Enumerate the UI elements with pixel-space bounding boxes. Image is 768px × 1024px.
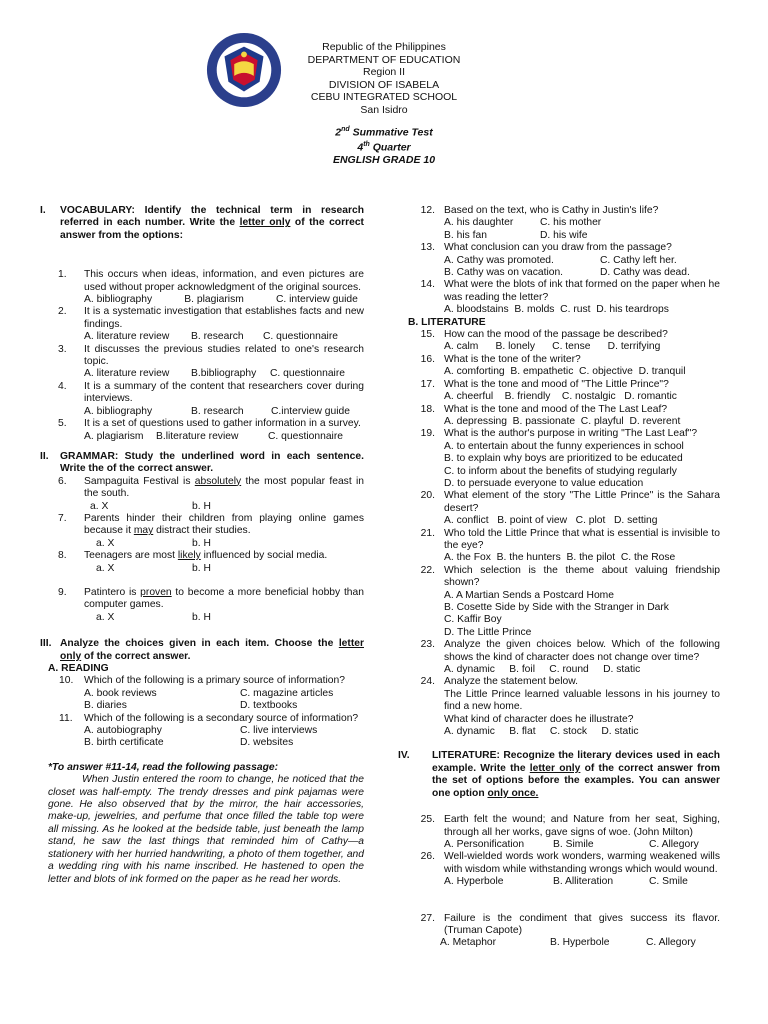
question-text: Which selection is the theme about valuing friendship shown? — [444, 564, 720, 589]
question-number: 21. — [420, 527, 435, 539]
header-line: Region II — [362, 66, 406, 79]
answer-option: B. to explain why boys are prioritized to be educated — [444, 453, 683, 465]
option: a. X — [96, 562, 115, 574]
question-number: 6. — [58, 475, 67, 487]
question-item — [48, 418, 364, 443]
option: C. questionnaire — [263, 331, 338, 343]
question-text: It discusses the previous studies related to one's research topic. — [84, 343, 364, 368]
answer-options — [84, 368, 364, 380]
header-line: DIVISION OF ISABELA — [328, 78, 440, 91]
question-number: 7. — [58, 512, 67, 524]
option: A. book reviews — [84, 687, 157, 699]
question-item — [40, 675, 364, 712]
section-number: II. — [40, 450, 49, 462]
passage-instruction: *To answer #11-14, read the following passage: — [48, 761, 279, 773]
answer-options — [444, 876, 720, 888]
question-text: It is a set of questions used to gather information in a survey. — [84, 418, 361, 430]
option: D. websites — [240, 737, 294, 749]
option: A. plagiarism — [84, 430, 144, 442]
quarter-num: 2 — [335, 126, 342, 139]
vocabulary-items — [40, 269, 364, 443]
section-number: IV. — [398, 750, 410, 762]
option: C. magazine articles — [240, 687, 334, 699]
option: B. birth certificate — [84, 737, 164, 749]
answer-options: A. dynamic B. flat C. stock D. static — [444, 726, 639, 738]
option: b. H — [192, 500, 211, 512]
answer-option: A. to entertain about the funny experiences in school — [444, 440, 684, 452]
answer-options: A. bloodstains B. molds C. rust D. his teardrops — [444, 304, 669, 316]
question-number: 25. — [420, 814, 435, 826]
option: C. Cathy left her. — [600, 254, 677, 266]
subsection-heading: B. LITERATURE — [408, 316, 486, 328]
question-item — [398, 404, 720, 429]
reading-items-cont — [398, 205, 720, 317]
question-text — [84, 476, 364, 501]
question-text: It is a systematic investigation that establishes facts and new findings. — [84, 306, 364, 330]
header-line: DEPARTMENT OF EDUCATION — [307, 53, 461, 66]
question-text: What element of the story "The Little Prince" is the Sahara desert? — [444, 490, 720, 514]
section-heading — [40, 205, 364, 242]
question-text: Failure is the condiment that gives success its flavor. (Truman Capote) — [444, 912, 720, 936]
answer-options: A. the Fox B. the hunters B. the pilot C. the Rose — [444, 552, 676, 564]
reading-passage — [40, 762, 364, 886]
option: B. Alliteration — [553, 876, 614, 888]
answer-options: A. comforting B. empathetic C. objective D. tranquil — [444, 366, 686, 378]
question-number: 3. — [58, 343, 67, 355]
text: distract their studies. — [153, 525, 251, 537]
statement: The Little Prince learned valuable lessons in his journey to find a new home. — [444, 688, 720, 713]
option: C. Allegory — [646, 937, 696, 949]
option: b. H — [192, 611, 211, 623]
question-text: Analyze the given choices below. Which of the following shows the kind of character does not change over time? — [444, 639, 720, 663]
question-item — [48, 381, 364, 418]
section-instruction: GRAMMAR: Study the underlined word in each sentence. Write the of the correct answer. — [60, 450, 364, 475]
question-item — [48, 587, 364, 624]
answer-option: B. Cosette Side by Side with the Stranger in Dark — [444, 602, 669, 613]
question-number: 19. — [420, 428, 435, 440]
option: C. Smile — [649, 876, 688, 888]
answer-options — [84, 737, 364, 749]
literature-items — [398, 329, 720, 738]
header-line: San Isidro — [360, 103, 408, 116]
answer-options — [444, 230, 720, 242]
option: B. diaries — [84, 700, 127, 712]
question-number: 20. — [420, 490, 435, 502]
question-item — [398, 428, 720, 490]
text: influenced by social media. — [200, 550, 328, 562]
option: D. Cathy was dead. — [600, 267, 690, 279]
option: D. his wife — [540, 229, 588, 241]
grammar-items — [40, 476, 364, 624]
question-text: Analyze the statement below. — [444, 676, 578, 688]
question-text: What were the blots of ink that formed on the paper when he was reading the letter? — [444, 279, 720, 303]
answer-options — [84, 406, 364, 418]
question-text: Earth felt the wound; and Nature from her seat, Sighing, through all her works, gave signs of woe. (John Milton) — [444, 814, 720, 838]
test-name: Summative Test — [349, 126, 433, 139]
underlined-text: letter only — [60, 638, 364, 662]
question-text — [84, 550, 364, 562]
literary-devices-items — [398, 814, 720, 950]
question-number: 14. — [420, 279, 435, 291]
question-text — [84, 587, 364, 612]
option: A. literature review — [84, 331, 170, 343]
section-heading — [40, 451, 364, 476]
question-text: What is the author's purpose in writing "The Last Leaf"? — [444, 428, 698, 440]
answer-options — [440, 937, 720, 949]
option: C. questionnaire — [270, 368, 345, 380]
option: B. plagiarism — [184, 294, 244, 306]
instruction-text: VOCABULARY: Identify the technical term in research referred in each number. Write the — [60, 205, 364, 229]
option: B. Simile — [553, 838, 594, 850]
question-item — [398, 639, 720, 676]
text: to become a more beneficial hobby than computer games. — [84, 586, 364, 611]
question-number: 4. — [58, 380, 67, 392]
question-number: 1. — [58, 269, 67, 281]
question-text: Which of the following is a secondary source of information? — [84, 712, 359, 724]
question-item — [398, 565, 720, 639]
option: A. bibliography — [84, 405, 153, 417]
question-item — [398, 913, 720, 950]
answer-options: A. depressing B. passionate C. playful D. reverent — [444, 415, 681, 427]
question-text: Which of the following is a primary source of information? — [84, 675, 345, 687]
question-text — [84, 513, 364, 538]
answer-option: A. A Martian Sends a Postcard Home — [444, 589, 614, 601]
option: C.interview guide — [271, 405, 350, 417]
ordinal-suffix: nd — [341, 126, 350, 133]
section-number: III. — [40, 638, 52, 650]
text: Patintero is — [84, 586, 141, 598]
answer-options — [444, 255, 720, 267]
answer-options — [444, 217, 720, 229]
answer-option: C. Kaffir Boy — [444, 614, 502, 626]
answer-option: D. The Little Prince — [444, 626, 532, 638]
question-item — [48, 306, 364, 343]
question-number: 22. — [420, 564, 435, 576]
answer-options: A. cheerful B. friendly C. nostalgic D. romantic — [444, 391, 677, 403]
question-text: What is the tone of the writer? — [444, 353, 581, 365]
option: A. bibliography — [84, 294, 153, 306]
question-text: Well-wielded words work wonders, warming weakened wills with wisdom while withstanding wrongs which would wound. — [444, 851, 720, 875]
underlined-text: only once. — [487, 787, 539, 799]
option: A. Hyperbole — [444, 876, 504, 888]
question-item — [398, 329, 720, 354]
section-number: I. — [40, 205, 46, 216]
question-text: What conclusion can you draw from the passage? — [444, 242, 672, 254]
instruction-text: of the correct answer from the set of options before the examples. You can answer one option — [432, 762, 720, 799]
question-item — [40, 713, 364, 750]
question-number: 16. — [420, 353, 435, 365]
question-text: What kind of character does he illustrate? — [444, 713, 634, 725]
school-header — [0, 41, 768, 117]
question-item — [48, 550, 364, 575]
question-item — [48, 513, 364, 550]
question-text: What is the tone and mood of the The Last Leaf? — [444, 403, 668, 415]
question-text: It is a summary of the content that researchers cover during interviews. — [84, 380, 364, 405]
question-number: 11. — [59, 712, 73, 724]
section-instruction — [432, 750, 720, 800]
quarter-name: Quarter — [369, 141, 411, 154]
question-number: 5. — [58, 418, 67, 430]
question-text: This occurs when ideas, information, and even pictures are used without proper acknowledgment of the original sources. — [84, 269, 364, 293]
text: the most popular feast in the south. — [84, 475, 364, 500]
question-number: 8. — [58, 550, 67, 562]
reading-items — [40, 675, 364, 749]
question-item — [48, 269, 364, 306]
question-item — [398, 279, 720, 316]
option: C. his mother — [540, 217, 602, 229]
underlined-word: proven — [140, 586, 172, 598]
answer-options — [84, 294, 364, 306]
underlined-word: likely — [177, 550, 201, 562]
option: a. X — [90, 500, 109, 512]
answer-options: A. calm B. lonely C. tense D. terrifying — [444, 341, 661, 353]
answer-options — [84, 431, 364, 443]
answer-options — [444, 839, 720, 851]
option: b. H — [192, 537, 211, 549]
answer-options: A. dynamic B. foil C. round D. static — [444, 664, 641, 676]
answer-options — [84, 538, 364, 550]
question-text: How can the mood of the passage be described? — [444, 329, 668, 341]
question-item — [48, 344, 364, 381]
section-heading — [398, 750, 720, 800]
option: B. research — [191, 405, 244, 417]
question-text: Who told the Little Prince that what is essential is invisible to the eye? — [444, 527, 720, 551]
question-item — [398, 676, 720, 738]
question-text: Based on the text, who is Cathy in Justin's life? — [444, 205, 659, 216]
section-heading — [40, 638, 364, 663]
option: C. questionnaire — [268, 430, 343, 442]
question-text: What is the tone and mood of "The Little Prince"? — [444, 378, 669, 390]
option: B.bibliography — [191, 368, 257, 380]
question-item — [398, 528, 720, 565]
question-item — [398, 205, 720, 242]
text: Parents hinder their children from playing online games because it — [84, 512, 364, 537]
option: C. Allegory — [649, 838, 699, 850]
option: A. Cathy was promoted. — [444, 254, 554, 266]
answer-options — [84, 331, 364, 343]
option: D. textbooks — [240, 700, 298, 712]
option: C. live interviews — [240, 725, 318, 737]
question-item — [398, 354, 720, 379]
subject-grade: ENGLISH GRADE 10 — [332, 154, 436, 166]
option: A. his daughter — [444, 217, 514, 229]
option: A. Metaphor — [440, 937, 497, 949]
question-number: 2. — [58, 306, 67, 318]
underlined-text: letter only — [239, 217, 291, 229]
question-number: 13. — [420, 242, 435, 254]
option: C. interview guide — [275, 294, 358, 306]
question-number: 17. — [420, 378, 435, 390]
question-number: 15. — [420, 329, 435, 341]
answer-options — [84, 700, 364, 712]
answer-options — [84, 725, 364, 737]
option: A. Personification — [444, 838, 525, 850]
ordinal-suffix: th — [363, 141, 370, 148]
instruction-text: of the correct answer from the options: — [60, 217, 364, 241]
quarter-num: 4 — [357, 141, 364, 154]
passage-text: When Justin entered the room to change, he noticed that the closet was half-empty. The trendy dresses and pink pajamas were gone. He also observed that by the mirror, the hair accessories, make-up, jewelries, and perfume that once filled the table top were all missing. As he looked at the bedside table, just beneath the lamp stand, he saw the last things that reminded him of Cathy—a stationery with her hurried handwriting, a photo of them together, and a wedding ring with his name inscribed. He hastened to open the letter and blots of ink formed on the paper as he read her words. — [48, 774, 364, 885]
test-title — [0, 124, 768, 167]
option: B. Hyperbole — [550, 937, 610, 949]
option: B.literature review — [156, 430, 239, 442]
option: b. H — [192, 562, 211, 574]
option: B. research — [191, 331, 244, 343]
option: B. Cathy was on vacation. — [444, 267, 564, 279]
question-item — [398, 814, 720, 851]
text: Teenagers are most — [84, 550, 178, 562]
left-column — [40, 205, 364, 886]
question-number: 10. — [59, 675, 74, 687]
answer-option: D. to persuade everyone to value education — [444, 477, 644, 489]
answer-options — [444, 267, 720, 279]
question-item — [398, 851, 720, 888]
question-number: 9. — [58, 586, 67, 598]
option: A. literature review — [84, 368, 170, 380]
subsection-heading: A. READING — [48, 663, 109, 674]
underlined-text: letter only — [529, 762, 581, 774]
instruction-text: of the correct answer. — [81, 650, 191, 662]
question-number: 26. — [420, 851, 435, 863]
instruction-text: LITERATURE: Recognize the literary devices used in each example. Write the — [432, 750, 720, 774]
answer-options — [84, 688, 364, 700]
right-column — [398, 205, 720, 950]
section-instruction — [60, 638, 364, 663]
answer-options: A. conflict B. point of view C. plot D. setting — [444, 515, 658, 527]
question-number: 12. — [420, 205, 435, 216]
question-item — [48, 476, 364, 513]
question-number: 27. — [420, 912, 435, 924]
question-item — [398, 490, 720, 527]
answer-options — [84, 501, 364, 513]
answer-options — [84, 563, 364, 575]
answer-option: C. to inform about the benefits of studying regularly — [444, 465, 677, 477]
header-line: CEBU INTEGRATED SCHOOL — [310, 91, 458, 104]
question-number: 23. — [420, 639, 435, 651]
question-number: 18. — [420, 403, 435, 415]
option: A. autobiography — [84, 725, 162, 737]
section-instruction — [60, 205, 364, 242]
underlined-word: may — [133, 525, 154, 537]
question-item — [398, 379, 720, 404]
answer-options — [84, 612, 364, 624]
question-number: 24. — [420, 676, 435, 688]
question-item — [398, 242, 720, 279]
option: a. X — [96, 611, 115, 623]
option: a. X — [96, 537, 115, 549]
header-line: Republic of the Philippines — [322, 41, 446, 53]
option: B. his fan — [444, 229, 487, 241]
text: Sampaguita Festival is — [84, 475, 195, 487]
instruction-text: Analyze the choices given in each item. Choose the — [60, 638, 339, 650]
underlined-word: absolutely — [194, 475, 242, 487]
